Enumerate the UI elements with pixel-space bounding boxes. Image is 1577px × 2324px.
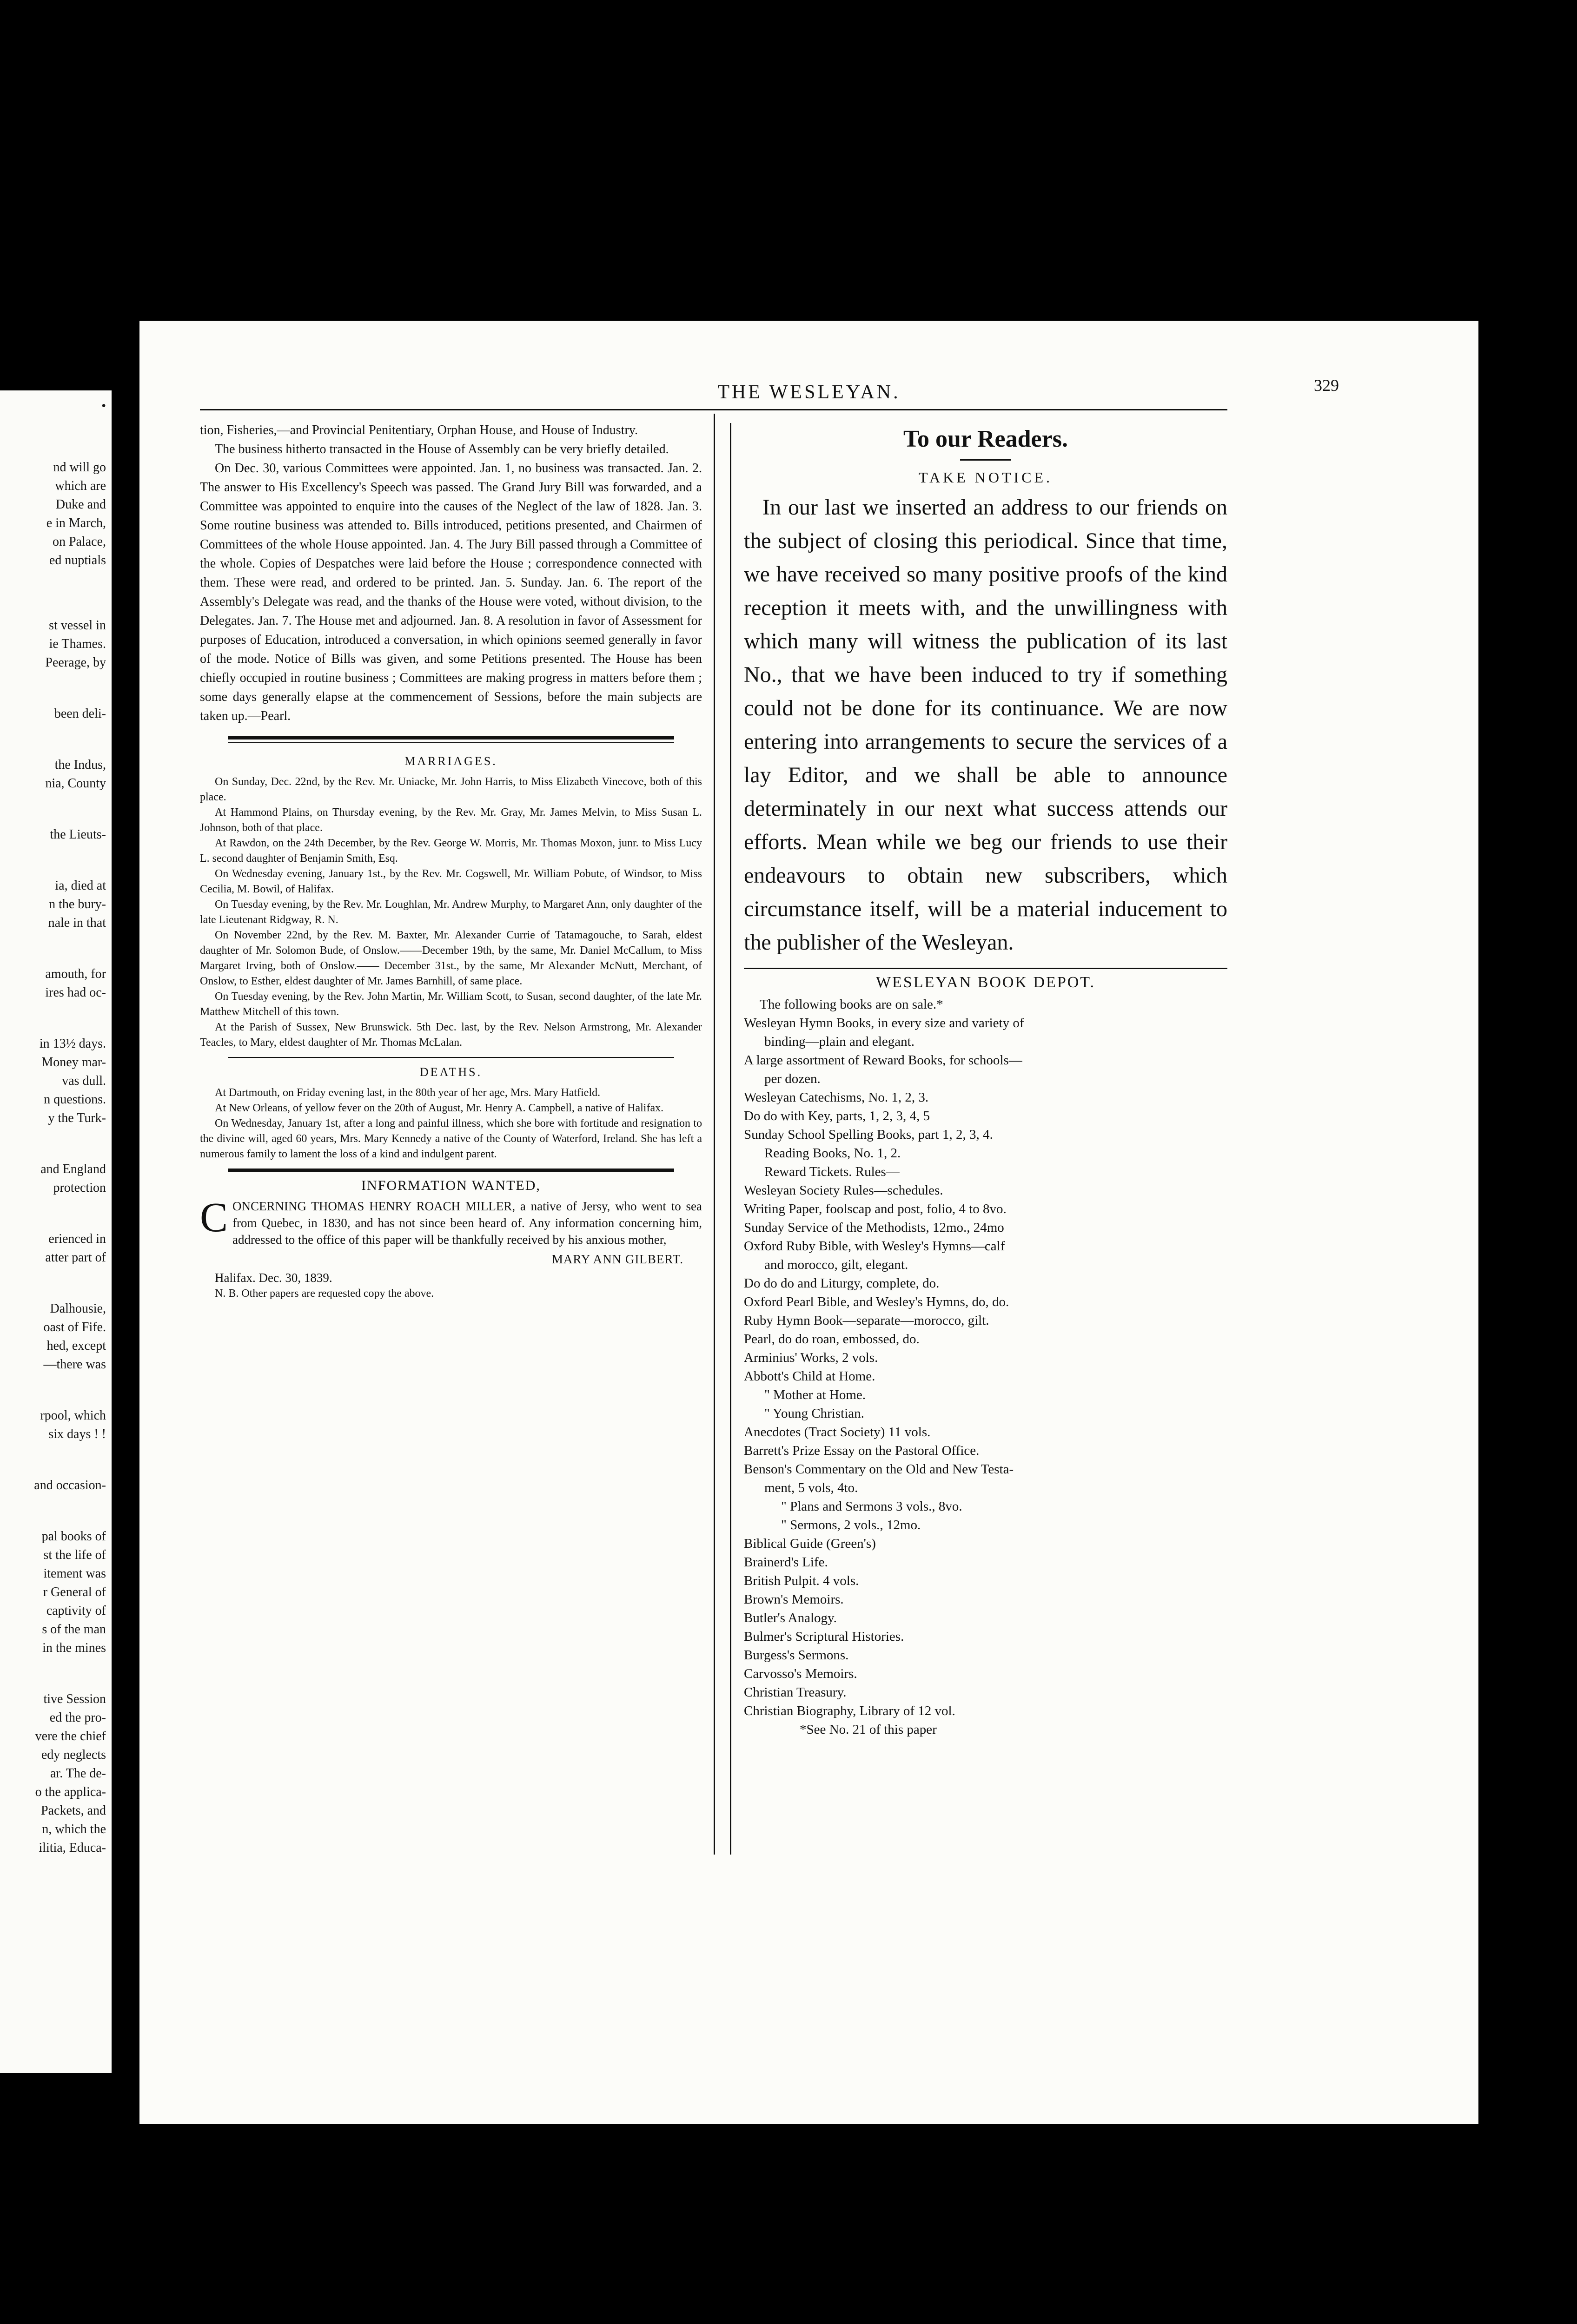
fragment-line: six days ! !: [48, 1427, 106, 1441]
newspaper-page: [139, 321, 1478, 2124]
fragment-line: nale in that: [48, 916, 106, 930]
book-item: Anecdotes (Tract Society) 11 vols.: [744, 1425, 931, 1439]
book-item: and morocco, gilt, elegant.: [764, 1257, 908, 1272]
deaths-list: [200, 1085, 702, 1162]
section-rule: [744, 968, 1227, 969]
book-item: Reward Tickets. Rules—: [764, 1164, 900, 1179]
book-depot-heading: WESLEYAN BOOK DEPOT.: [875, 974, 1096, 991]
fragment-line: o the applica-: [35, 1785, 106, 1799]
book-item: Do do do and Liturgy, complete, do.: [744, 1276, 940, 1291]
book-item: Brainerd's Life.: [744, 1555, 828, 1570]
signature: MARY ANN GILBERT.: [551, 1252, 683, 1266]
book-item: Oxford Ruby Bible, with Wesley's Hymns—calf: [744, 1239, 1005, 1254]
fragment-line: Duke and: [55, 497, 106, 512]
fragment-line: pal books of: [41, 1529, 106, 1544]
fragment-line: Dalhousie,: [50, 1301, 106, 1316]
deaths-heading: DEATHS.: [419, 1065, 483, 1079]
book-item: per dozen.: [764, 1071, 821, 1086]
book-item: Burgess's Sermons.: [744, 1648, 849, 1663]
take-notice-heading: TAKE NOTICE.: [918, 469, 1053, 486]
fragment-line: ilitia, Educa-: [39, 1841, 106, 1855]
section-rule: [228, 736, 674, 739]
book-item: " Young Christian.: [764, 1406, 864, 1421]
fragment-line: n questions.: [44, 1092, 106, 1107]
dropcap: C: [200, 1195, 228, 1241]
fragment-line: been deli-: [54, 706, 106, 721]
fragment-line: rpool, which: [40, 1408, 106, 1423]
book-item: Wesleyan Catechisms, No. 1, 2, 3.: [744, 1090, 929, 1105]
book-item: Brown's Memoirs.: [744, 1592, 844, 1607]
section-rule: [228, 1169, 674, 1172]
fragment-line: ires had oc-: [45, 985, 106, 1000]
book-item: Carvosso's Memoirs.: [744, 1666, 857, 1681]
book-item: " Sermons, 2 vols., 12mo.: [781, 1518, 921, 1532]
fragment-line: y the Turk-: [48, 1111, 106, 1125]
fragment-line: the Lieuts-: [50, 827, 106, 842]
fragment-line: •: [101, 399, 106, 413]
information-wanted-body: ONCERNING THOMAS HENRY ROACH MILLER, a native of Jersy, who went to sea from Quebec, in 1830, and has not since been heard of. Any information concerning him, addressed to the office of this paper will be thankfully received by his anxious mother,: [232, 1199, 702, 1247]
marriage-entry: On Tuesday evening, by the Rev. John Martin, Mr. William Scott, to Susan, second daughter, of the late Mr. Matthew Mitchell of this town.: [200, 990, 702, 1018]
book-item: binding—plain and elegant.: [764, 1034, 914, 1049]
book-item: Reading Books, No. 1, 2.: [764, 1146, 901, 1161]
left-column: [200, 421, 702, 1301]
fragment-line: r General of: [43, 1585, 106, 1599]
fragment-line: e in March,: [46, 516, 106, 530]
marriage-entry: On Sunday, Dec. 22nd, by the Rev. Mr. Uniacke, Mr. John Harris, to Miss Elizabeth Vinecove, both of this place.: [200, 776, 702, 803]
fragment-line: vas dull.: [62, 1074, 106, 1088]
book-item: ment, 5 vols, 4to.: [764, 1480, 858, 1495]
page-title: THE WESLEYAN.: [717, 382, 901, 403]
fragment-line: oast of Fife.: [43, 1320, 106, 1334]
marriage-entry: At Hammond Plains, on Thursday evening, by the Rev. Mr. Gray, Mr. James Melvin, to Miss Susan L. Johnson, both of that place.: [200, 806, 702, 834]
column-rule: [714, 414, 715, 1855]
marriages-list: [200, 774, 702, 1050]
fragment-line: in the mines: [42, 1641, 106, 1655]
assembly-report: On Dec. 30, various Committees were appointed. Jan. 1, no business was transacted. Jan. 2. The answer to His Excellency's Speech was passed. The Grand Jury Bill was forwarded, and a Committee was appointed to enquire into the causes of the Neglect of the law of 1828. Jan. 3. Some routine business was attended to. Bills introduced, petitions presented, and Chairmen of Committees of the whole House appointed. Jan. 4. The Jury Bill passed through a Committee of the whole. Copies of Despatches were laid before the House ; correspondence connected with them. These were read, and ordered to be printed. Jan. 5. Sunday. Jan. 6. The report of the Assembly's Delegate was read, and the thanks of the House were voted, without division, to the Delegates. Jan. 7. The House met and adjourned. Jan. 8. A resolution in favor of Assessment for purposes of Education, introduced a conversation, in which opinions seemed generally in favor of the mode. Notice of Bills was given, and some Petitions presented. The House has been chiefly occupied in routine business ; Committees are making progress in matters before them ; some days generally elapse at the commencement of Sessions, before the main subjects are taken up.—Pearl.: [200, 461, 702, 723]
fragment-line: captivity of: [46, 1604, 106, 1618]
book-item: The following books are on sale.*: [760, 997, 943, 1012]
fragment-line: Money mar-: [41, 1055, 106, 1070]
book-item: Barrett's Prize Essay on the Pastoral Office.: [744, 1443, 980, 1458]
fragment-line: the Indus,: [54, 758, 106, 772]
fragment-line: and occasion-: [34, 1478, 106, 1492]
fragment-line: edy neglects: [41, 1748, 106, 1762]
book-item: Writing Paper, foolscap and post, folio, 4 to 8vo.: [744, 1202, 1007, 1216]
book-item: *See No. 21 of this paper: [800, 1722, 937, 1737]
death-entry: At New Orleans, of yellow fever on the 20th of August, Mr. Henry A. Campbell, a native of Halifax.: [215, 1102, 664, 1114]
book-item: " Plans and Sermons 3 vols., 8vo.: [781, 1499, 962, 1514]
column-rule: [730, 423, 731, 1855]
book-item: British Pulpit. 4 vols.: [744, 1573, 859, 1588]
book-item: Christian Treasury.: [744, 1685, 847, 1700]
book-item: Abbott's Child at Home.: [744, 1369, 875, 1384]
fragment-line: ie Thames.: [49, 637, 106, 651]
marriage-entry: At the Parish of Sussex, New Brunswick. 5th Dec. last, by the Rev. Nelson Armstrong, Mr. Alexander Teacles, to Mary, eldest daughter of Mr. Thomas McLalan.: [200, 1021, 702, 1049]
fragment-line: n, which the: [42, 1822, 106, 1836]
book-item: Oxford Pearl Bible, and Wesley's Hymns, do, do.: [744, 1294, 1009, 1309]
dateline: Halifax. Dec. 30, 1839.: [215, 1271, 332, 1285]
book-item: Biblical Guide (Green's): [744, 1536, 876, 1551]
book-item: Arminius' Works, 2 vols.: [744, 1350, 878, 1365]
book-item: Sunday Service of the Methodists, 12mo., 24mo: [744, 1220, 1004, 1235]
fragment-line: ar. The de-: [50, 1766, 106, 1781]
marriage-entry: On November 22nd, by the Rev. M. Baxter, Mr. Alexander Currie of Tatamagouche, to Sarah, eldest daughter of Mr. Solomon Bude, of Onslow.——December 19th, by the same, Mr. Daniel McCallum, to Miss Margaret Irving, both of Onslow.—— December 31st., by the same, Mr Alexander McNutt, Merchant, of Onslow, to Esther, eldest daughter of Mr. James Barnhill, of same place.: [200, 929, 702, 987]
information-wanted-heading: INFORMATION WANTED,: [361, 1178, 541, 1193]
fragment-line: s of the man: [42, 1622, 106, 1637]
death-entry: At Dartmouth, on Friday evening last, in the 80th year of her age, Mrs. Mary Hatfield.: [215, 1087, 601, 1099]
assembly-intro: The business hitherto transacted in the House of Assembly can be very briefly detailed.: [215, 442, 669, 456]
page-number: 329: [1314, 376, 1339, 395]
adjacent-page-strip: [0, 390, 112, 2073]
information-wanted-notice: [200, 1195, 702, 1301]
marriage-entry: At Rawdon, on the 24th December, by the Rev. George W. Morris, Mr. Thomas Moxon, junr. to Miss Lucy L. second daughter of Benjamin Smith, Esq.: [200, 837, 702, 865]
fragment-line: hed, except: [46, 1339, 106, 1353]
short-rule: [960, 459, 1011, 461]
readers-heading: To our Readers.: [903, 426, 1068, 452]
fragment-line: tive Session: [43, 1692, 106, 1706]
assembly-continuation: tion, Fisheries,—and Provincial Penitentiary, Orphan House, and House of Industry.: [200, 423, 638, 437]
fragment-line: st vessel in: [49, 618, 106, 633]
fragment-line: st the life of: [43, 1548, 106, 1562]
fragment-line: ed the pro-: [49, 1710, 106, 1725]
fragment-line: Peerage, by: [45, 655, 106, 670]
fragment-line: nd will go: [53, 460, 106, 475]
book-item: Butler's Analogy.: [744, 1611, 837, 1625]
book-item: Christian Biography, Library of 12 vol.: [744, 1703, 955, 1718]
fragment-line: which are: [55, 479, 106, 493]
book-item: Wesleyan Hymn Books, in every size and variety of: [744, 1016, 1024, 1030]
editor-note: N. B. Other papers are requested copy the above.: [215, 1287, 434, 1300]
book-list: [744, 995, 1227, 1739]
book-item: Sunday School Spelling Books, part 1, 2, 3, 4.: [744, 1127, 993, 1142]
marriage-entry: On Tuesday evening, by the Rev. Mr. Loughlan, Mr. Andrew Murphy, to Margaret Ann, only daughter of the late Lieutenant Ridgway, R. N.: [200, 898, 702, 926]
fragment-line: vere the chief: [35, 1729, 106, 1743]
fragment-line: Packets, and: [41, 1803, 106, 1818]
header-rule: [200, 409, 1227, 410]
book-item: Wesleyan Society Rules—schedules.: [744, 1183, 943, 1198]
book-item: Pearl, do do roan, embossed, do.: [744, 1332, 920, 1347]
right-column: [744, 421, 1227, 1739]
book-item: Benson's Commentary on the Old and New Testa-: [744, 1462, 1014, 1477]
fragment-line: nia, County: [45, 776, 106, 791]
book-item: A large assortment of Reward Books, for schools—: [744, 1053, 1022, 1068]
fragment-line: n the bury-: [49, 897, 106, 911]
fragment-line: on Palace,: [52, 535, 106, 549]
section-rule: [228, 1057, 674, 1058]
book-item: " Mother at Home.: [764, 1387, 866, 1402]
book-item: Do do with Key, parts, 1, 2, 3, 4, 5: [744, 1109, 930, 1123]
marriage-entry: On Wednesday evening, January 1st., by the Rev. Mr. Cogswell, Mr. William Pobute, of Windsor, to Miss Cecilia, M. Bowil, of Halifax.: [200, 868, 702, 895]
fragment-line: in 13½ days.: [39, 1037, 106, 1051]
marriages-heading: MARRIAGES.: [404, 754, 497, 768]
book-item: Bulmer's Scriptural Histories.: [744, 1629, 904, 1644]
section-rule: [228, 742, 674, 743]
fragment-line: atter part of: [45, 1250, 106, 1265]
fragment-line: and England: [40, 1162, 106, 1176]
fragment-line: erienced in: [48, 1232, 106, 1246]
readers-notice-body: In our last we inserted an address to our friends on the subject of closing this periodical. Since that time, we have received so many positive proofs of the kind reception it meets with, and the unwillingness with which many will witness the publication of its last No., that we have been induced to try if something could not be done for its continuance. We are now entering into arrangements to secure the services of a lay Editor, and we shall be able to announce determinately in our next what success attends our efforts. Mean while we beg our friends to use their endeavours to obtain new subscribers, which circumstance itself, will be a material inducement to the publisher of the Wesleyan.: [744, 495, 1227, 955]
fragment-line: ed nuptials: [49, 553, 106, 568]
fragment-line: amouth, for: [45, 967, 106, 981]
fragment-line: —there was: [43, 1357, 106, 1372]
fragment-line: protection: [53, 1181, 106, 1195]
death-entry: On Wednesday, January 1st, after a long and painful illness, which she bore with fortitude and resignation to the divine will, aged 60 years, Mrs. Mary Kennedy a native of the County of Waterford, Ireland. She has left a numerous family to lament the loss of a kind and indulgent parent.: [200, 1117, 702, 1160]
fragment-line: ia, died at: [55, 878, 106, 893]
book-item: Ruby Hymn Book—separate—morocco, gilt.: [744, 1313, 989, 1328]
fragment-line: itement was: [43, 1566, 106, 1581]
